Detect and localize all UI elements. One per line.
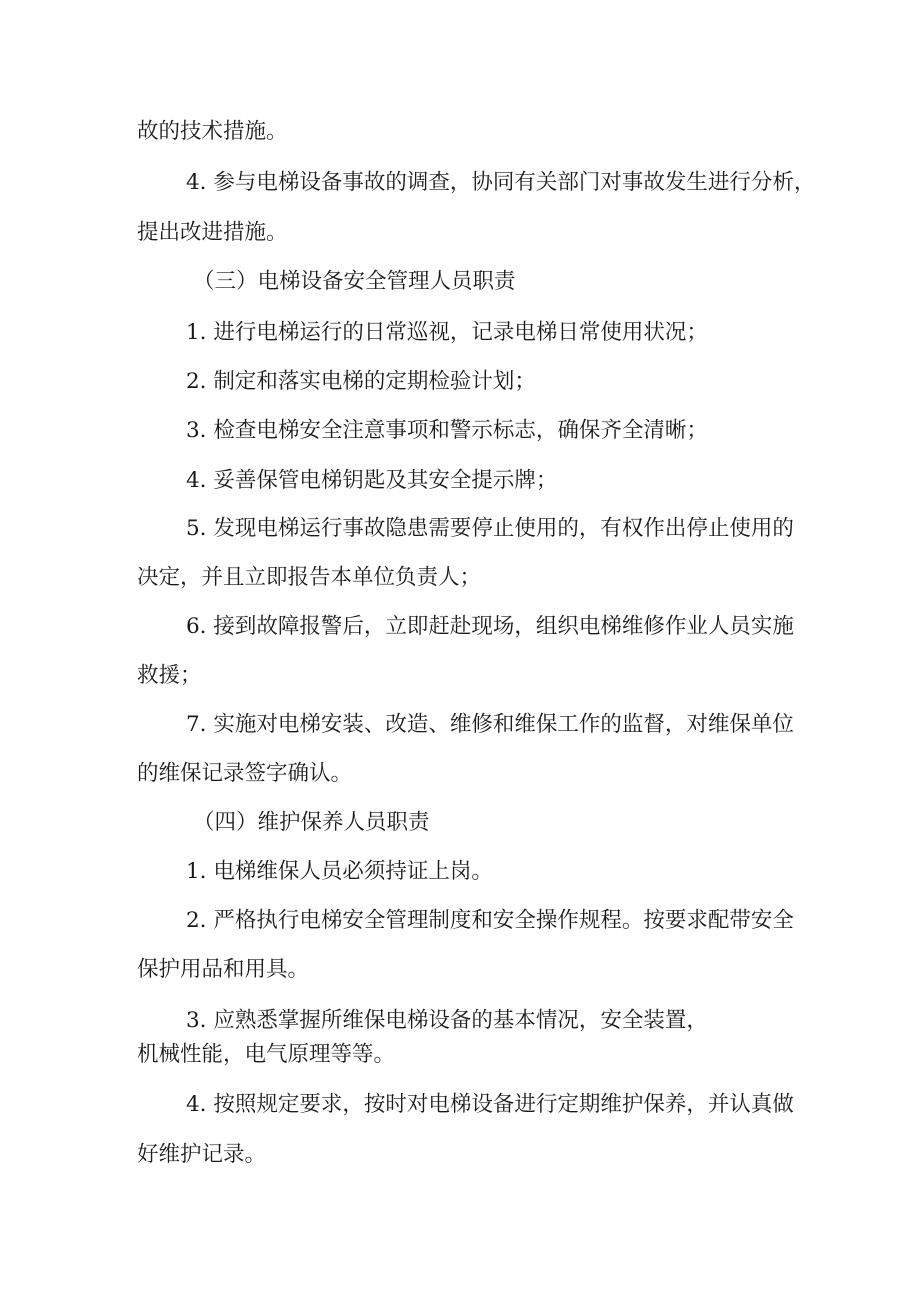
paragraph-line: 机械性能，电气原理等等。 xyxy=(137,1042,396,1067)
paragraph-line: 故的技术措施。 xyxy=(137,119,288,144)
paragraph-line: 决定，并且立即报告本单位负责人； xyxy=(137,565,482,590)
paragraph-line: 2. 制定和落实电梯的定期检验计划； xyxy=(186,369,536,394)
paragraph-line: 4. 参与电梯设备事故的调查，协同有关部门对事故发生进行分析， xyxy=(186,170,816,195)
paragraph-line: 4. 妥善保管电梯钥匙及其安全提示牌； xyxy=(186,468,558,493)
paragraph-line: 2. 严格执行电梯安全管理制度和安全操作规程。按要求配带安全 xyxy=(186,908,794,933)
section-heading: （三）电梯设备安全管理人员职责 xyxy=(193,269,516,294)
paragraph-line: 3. 检查电梯安全注意事项和警示标志，确保齐全清晰； xyxy=(186,418,708,443)
paragraph-line: 4. 按照规定要求，按时对电梯设备进行定期维护保养，并认真做 xyxy=(186,1092,794,1117)
section-heading: （四）维护保养人员职责 xyxy=(193,810,430,835)
paragraph-line: 的维保记录签字确认。 xyxy=(137,761,353,786)
paragraph-line: 救援； xyxy=(137,663,202,688)
paragraph-line: 提出改进措施。 xyxy=(137,220,288,245)
paragraph-line: 好维护记录。 xyxy=(137,1142,267,1167)
paragraph-line: 5. 发现电梯运行事故隐患需要停止使用的，有权作出停止使用的 xyxy=(186,516,794,541)
paragraph-line: 1. 电梯维保人员必须持证上岗。 xyxy=(186,859,493,884)
paragraph-line: 7. 实施对电梯安装、改造、维修和维保工作的监督，对维保单位 xyxy=(186,712,794,737)
paragraph-line: 保护用品和用具。 xyxy=(137,957,310,982)
paragraph-line: 6. 接到故障报警后，立即赶赴现场，组织电梯维修作业人员实施 xyxy=(186,614,794,639)
paragraph-line: 1. 进行电梯运行的日常巡视，记录电梯日常使用状况； xyxy=(186,320,708,345)
paragraph-line: 3. 应熟悉掌握所维保电梯设备的基本情况，安全装置， xyxy=(186,1008,708,1033)
